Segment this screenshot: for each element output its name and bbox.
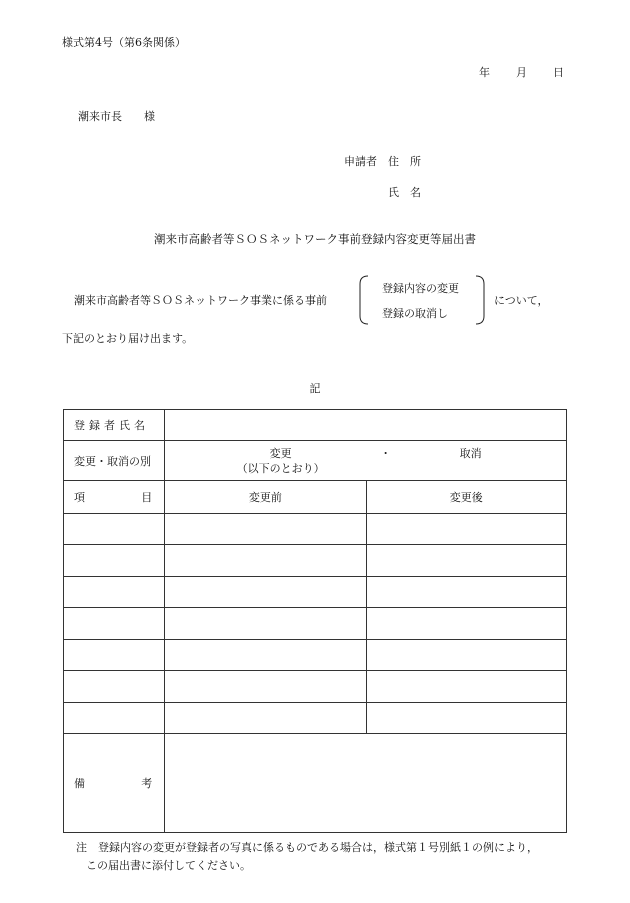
remarks-field[interactable]: [165, 734, 567, 833]
before-cell[interactable]: [165, 671, 366, 703]
table-row: [64, 671, 567, 703]
registrant-label: 登録者氏名: [64, 410, 165, 441]
date-year: 年: [479, 66, 490, 79]
date-day: 日: [553, 66, 564, 79]
after-header: 変更後: [366, 481, 566, 514]
remarks-row: [64, 734, 567, 833]
type-change: 変更: [269, 446, 292, 460]
table-row: [64, 608, 567, 640]
ki-heading: 記: [309, 382, 321, 395]
item-label-right: 目: [141, 491, 153, 504]
date-month: 月: [516, 66, 527, 79]
remarks-label-left: 備: [74, 777, 85, 790]
remarks-label-right: 考: [141, 777, 153, 790]
header-row: [64, 481, 567, 514]
applicant-name-label: 氏 名: [388, 186, 421, 199]
form-number: 様式第4号（第6条関係）: [62, 36, 186, 49]
before-cell[interactable]: [165, 577, 366, 608]
applicant-address-label: 申請者 住 所: [344, 155, 421, 168]
before-header: 変更前: [165, 481, 366, 514]
item-cell[interactable]: [64, 577, 165, 608]
item-cell[interactable]: [64, 545, 165, 577]
table-row: [64, 577, 567, 608]
table-row: [64, 703, 567, 734]
after-cell[interactable]: [366, 545, 566, 577]
item-cell[interactable]: [64, 640, 165, 671]
registrant-row: [64, 410, 567, 441]
after-cell[interactable]: [366, 577, 566, 608]
item-cell[interactable]: [64, 514, 165, 545]
addressee: 潮来市長 様: [78, 110, 155, 123]
after-cell[interactable]: [366, 640, 566, 671]
before-cell[interactable]: [165, 545, 366, 577]
type-change-block: [186, 446, 376, 476]
option-change: 登録内容の変更: [382, 282, 459, 295]
after-cell[interactable]: [366, 703, 566, 734]
type-cancel: 取消: [459, 446, 482, 460]
table-row: [64, 545, 567, 577]
after-cell[interactable]: [366, 608, 566, 640]
before-cell[interactable]: [165, 608, 366, 640]
item-header-label: [64, 489, 164, 505]
item-label-left: 項: [74, 491, 85, 504]
item-header: [64, 481, 165, 514]
item-cell[interactable]: [64, 608, 165, 640]
intro-continuation: 下記のとおり届け出ます。: [62, 332, 194, 345]
option-cancel: 登録の取消し: [382, 307, 448, 320]
type-field[interactable]: [165, 441, 567, 481]
date-line: [479, 64, 564, 80]
table-row: [64, 640, 567, 671]
type-note: （以下のとおり）: [236, 461, 325, 475]
remarks-header: [64, 734, 165, 833]
before-cell[interactable]: [165, 640, 366, 671]
type-label: 変更・取消の別: [64, 441, 165, 481]
after-cell[interactable]: [366, 671, 566, 703]
note-line-2: この届出書に添付してください。: [86, 859, 251, 872]
type-dot: ・: [380, 446, 392, 460]
remarks-label: [64, 775, 164, 791]
before-cell[interactable]: [165, 514, 366, 545]
registrant-field[interactable]: [165, 410, 567, 441]
document-title: 潮来市高齢者等ＳＯＳネットワーク事前登録内容変更等届出書: [154, 232, 476, 246]
before-cell[interactable]: [165, 703, 366, 734]
intro-suffix: について，: [494, 294, 549, 307]
intro-text: 潮来市高齢者等ＳＯＳネットワーク事業に係る事前: [74, 294, 327, 307]
type-options: [165, 446, 566, 476]
note-line-1: 注 登録内容の変更が登録者の写真に係るものである場合は，様式第１号別紙１の例により，: [76, 841, 538, 854]
item-cell[interactable]: [64, 671, 165, 703]
registration-table: [63, 409, 567, 833]
item-cell[interactable]: [64, 703, 165, 734]
type-row: [64, 441, 567, 481]
table-row: [64, 514, 567, 545]
after-cell[interactable]: [366, 514, 566, 545]
